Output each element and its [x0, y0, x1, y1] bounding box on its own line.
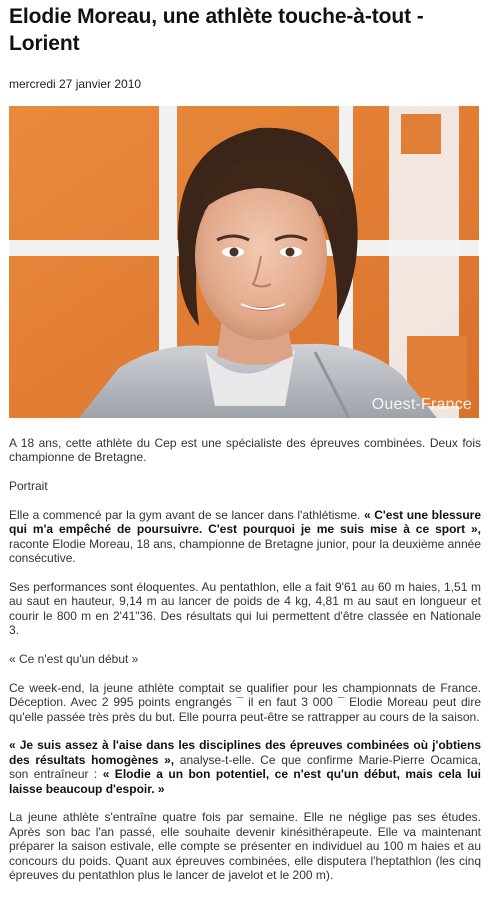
paragraph-text: La jeune athlète s'entraîne quatre fois par semaine. Elle ne néglige pas ses études. Après son bac l'an passé, elle souhaite devenir kinésithérapeute. Elle va maintenant préparer la saison estivale, elle compte se présenter en individuel au 100 m haies et au concours du poids. Quant aux épreuves combinées, elle disputera l'heptathlon (les cinq épreuves du pentathlon plus le lancer de javelot et le 200 m).: [9, 810, 481, 883]
paragraph-text: Ce week-end, la jeune athlète comptait se qualifier pour les championnats de France. Déception. Avec 2 995 points engrangés ¯ il en faut 3 000 ¯ Elodie Moreau peut dire qu'elle passée très près du but. Elle pourra peut-être se rattrapper au cours de la saison.: [9, 680, 481, 724]
paragraph-text: Ses performances sont éloquentes. Au pentathlon, elle a fait 9'61 au 60 m haies, 1,51 m au saut en hauteur, 9,14 m au lancer de poids de 4 kg, 4,81 m au saut en longueur et courir le 800 m en 2'41"36. Des résultats qui lui permettent d'être classée en Nationale 3.: [9, 580, 481, 638]
article-paragraph: [9, 738, 481, 796]
portrait-illustration: [9, 106, 479, 418]
article-paragraph: [9, 479, 481, 493]
quote-text: « Elodie a un bon potentiel, ce n'est qu'un début, mais cela lui laisse beaucoup d'espoir. »: [9, 767, 482, 796]
paragraph-text: raconte Elodie Moreau, 18 ans, championne de Bretagne junior, pour la deuxième année consécutive.: [9, 536, 481, 566]
quote-text: « Je suis assez à l'aise dans les disciplines des épreuves combinées où j'obtiens des résultats homogènes »,: [9, 738, 481, 767]
article-paragraph: [9, 436, 481, 465]
portrait-photo: [9, 106, 479, 418]
article-title: Elodie Moreau, une athlète touche-à-tout - Lorient: [9, 5, 424, 55]
article-date: mercredi 27 janvier 2010: [9, 77, 142, 91]
article-paragraph: [9, 681, 481, 724]
article-paragraph: [9, 652, 481, 666]
photo-watermark: Ouest-France: [371, 396, 472, 413]
article-body: [9, 436, 481, 897]
paragraph-text: analyse-t-elle. Ce que confirme Marie-Pierre Ocamica, son entraîneur :: [9, 752, 481, 782]
article-paragraph: [9, 810, 481, 882]
paragraph-text: « Ce n'est qu'un début »: [9, 652, 139, 667]
quote-text: « C'est une blessure qui m'a empêché de poursuivre. C'est pourquoi je me suis mise à ce sport »,: [9, 508, 482, 537]
paragraph-text: Elle a commencé par la gym avant de se lancer dans l'athlétisme.: [9, 508, 364, 522]
paragraph-text: Portrait: [9, 479, 48, 494]
paragraph-text: A 18 ans, cette athlète du Cep est une spécialiste des épreuves combinées. Deux fois championne de Bretagne.: [9, 436, 481, 465]
article-paragraph: [9, 580, 481, 638]
article-paragraph: [9, 508, 481, 566]
